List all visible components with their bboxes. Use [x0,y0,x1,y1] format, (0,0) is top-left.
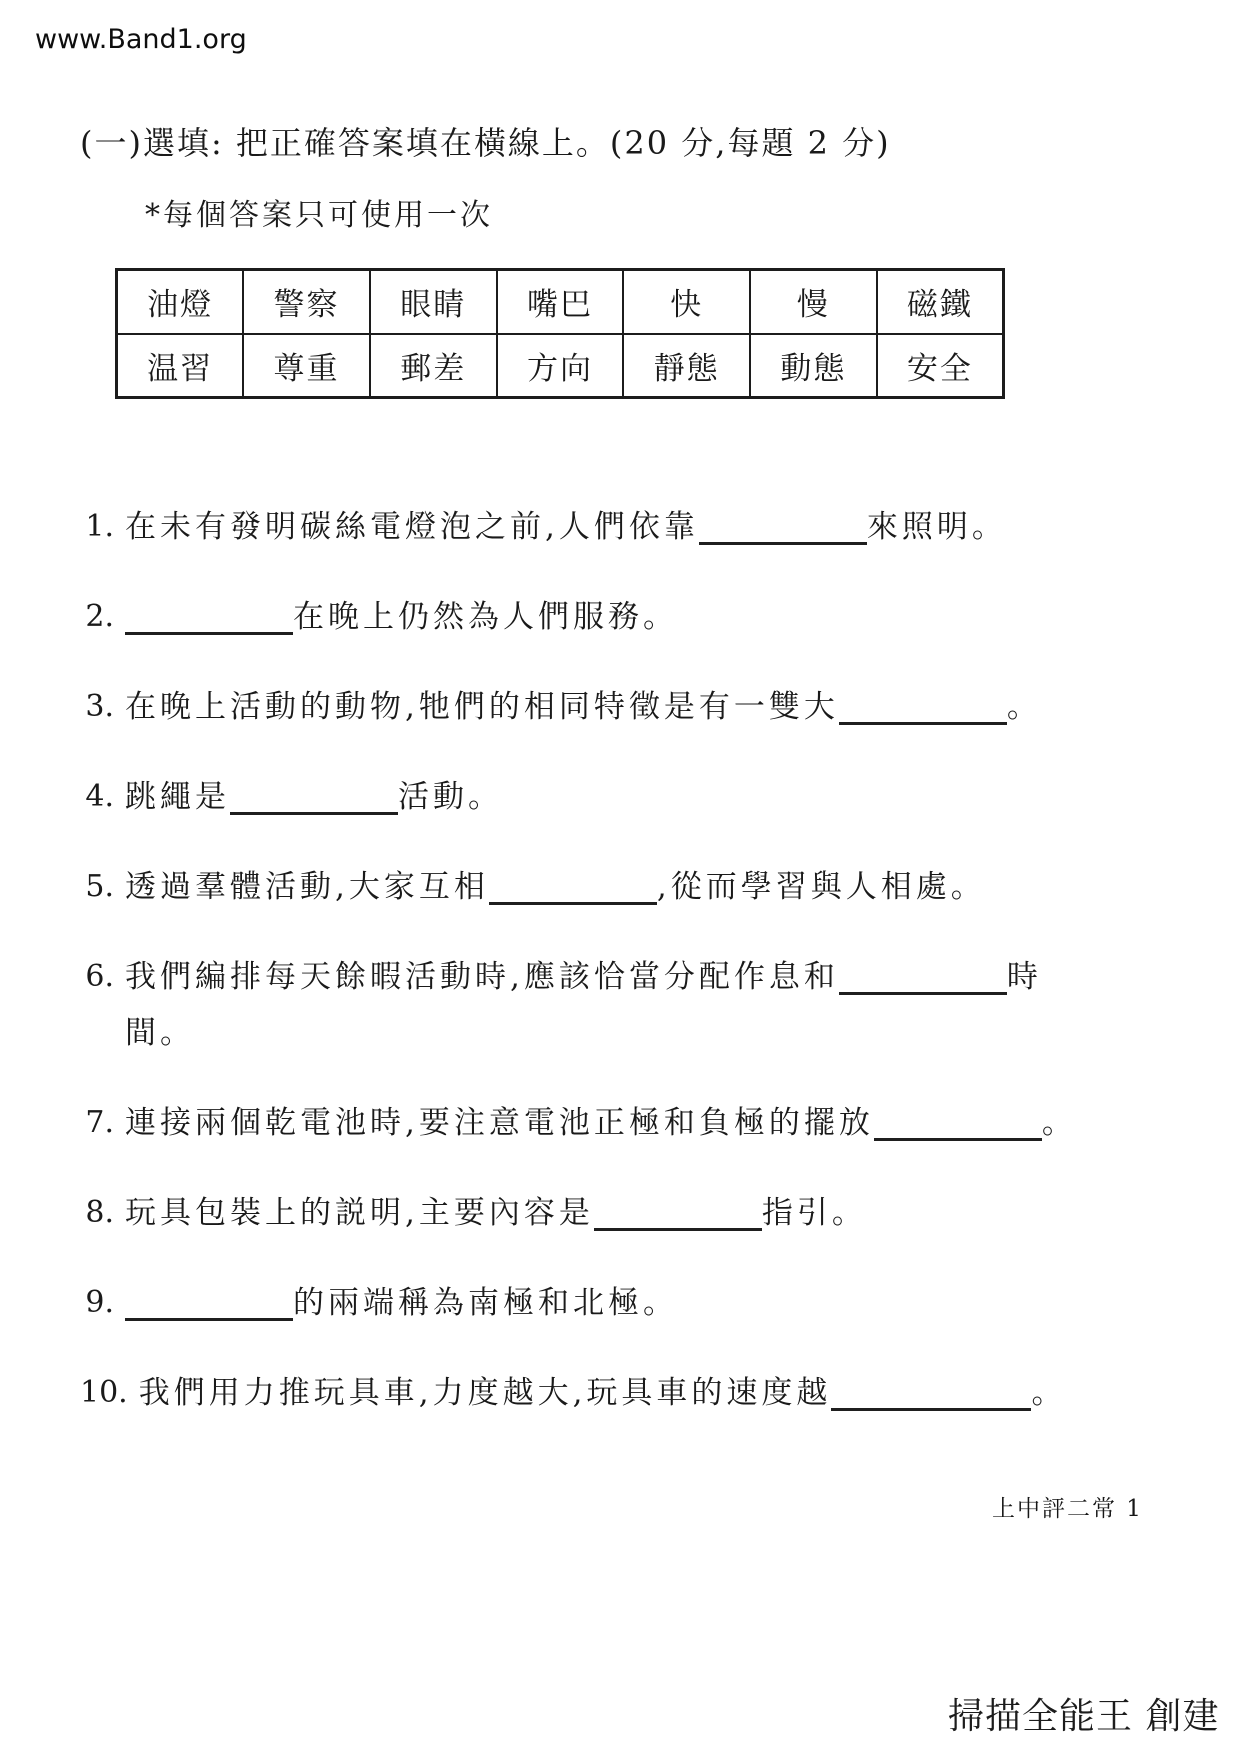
word-bank-cell: 快 [623,270,750,334]
question-number: 8. [85,1195,114,1230]
instruction-note: *每個答案只可使用一次 [145,198,493,233]
paper-code: 上中評二常 1 [992,1496,1143,1522]
question-text: 玩具包裝上的説明,主要內容是 指引。 [125,1195,867,1231]
answer-blank [594,1201,762,1231]
question-text: 我們編排每天餘暇活動時,應該恰當分配作息和 時 間。 [125,959,1042,1051]
word-bank-cell: 警察 [243,270,370,334]
question-text: 我們用力推玩具車,力度越大,玩具車的速度越 。 [138,1375,1067,1411]
question-number: 3. [85,689,114,724]
answer-blank [699,515,867,545]
answer-blank [489,875,657,905]
word-bank-cell: 慢 [750,270,877,334]
word-bank-cell: 方向 [497,334,624,398]
question-number: 5. [85,869,114,904]
word-bank-body [117,270,1004,398]
word-bank-cell: 眼睛 [370,270,497,334]
word-bank-cell: 動態 [750,334,877,398]
question-item [80,499,1182,555]
question-number: 4. [85,779,114,814]
word-bank-cell: 靜態 [623,334,750,398]
question-item [80,679,1182,735]
answer-blank [125,1291,293,1321]
word-bank-cell: 磁鐵 [877,270,1004,334]
question-text: 在晚上活動的動物,牠們的相同特徵是有一雙大 。 [125,689,1042,725]
question-text: 的兩端稱為南極和北極。 [125,1275,1182,1331]
question-number: 9. [85,1285,114,1320]
question-item [80,769,1182,825]
word-bank-table [115,268,1005,399]
word-bank-cell: 尊重 [243,334,370,398]
word-bank-row [117,270,1004,334]
word-bank-cell: 郵差 [370,334,497,398]
question-item [80,589,1182,645]
question-item [80,859,1182,915]
question-item [80,1095,1182,1151]
answer-blank [839,695,1007,725]
word-bank-cell: 嘴巴 [497,270,624,334]
word-bank-cell: 安全 [877,334,1004,398]
answer-blank [125,605,293,635]
word-bank-cell: 油燈 [117,270,244,334]
question-number: 6. [85,959,114,994]
answer-blank [230,785,398,815]
answer-blank [874,1111,1042,1141]
question-text: 透過羣體活動,大家互相 ,從而學習與人相處。 [125,869,986,905]
question-item [80,1185,1182,1241]
word-bank-cell: 温習 [117,334,244,398]
section-title: (一)選填: 把正確答案填在橫線上。(20 分,每題 2 分) [80,124,891,162]
word-bank-row [117,334,1004,398]
question-list [80,499,1182,1421]
question-text: 連接兩個乾電池時,要注意電池正極和負極的擺放 。 [125,1105,1077,1141]
answer-blank [839,965,1007,995]
question-number: 1. [85,509,114,544]
question-text: 在晚上仍然為人們服務。 [125,589,1182,645]
question-number: 2. [85,599,114,634]
answer-blank [831,1381,1031,1411]
question-item [80,1275,1182,1331]
site-watermark: www.Band1.org [35,24,247,55]
scanner-watermark: 掃描全能王 創建 [948,1696,1220,1737]
question-number: 10. [80,1375,128,1410]
question-item [80,949,1182,1061]
question-text: 跳繩是 活動。 [125,779,503,815]
question-number: 7. [85,1105,114,1140]
question-item [80,1365,1182,1421]
question-text: 在未有發明碳絲電燈泡之前,人們依靠 來照明。 [125,509,1007,545]
